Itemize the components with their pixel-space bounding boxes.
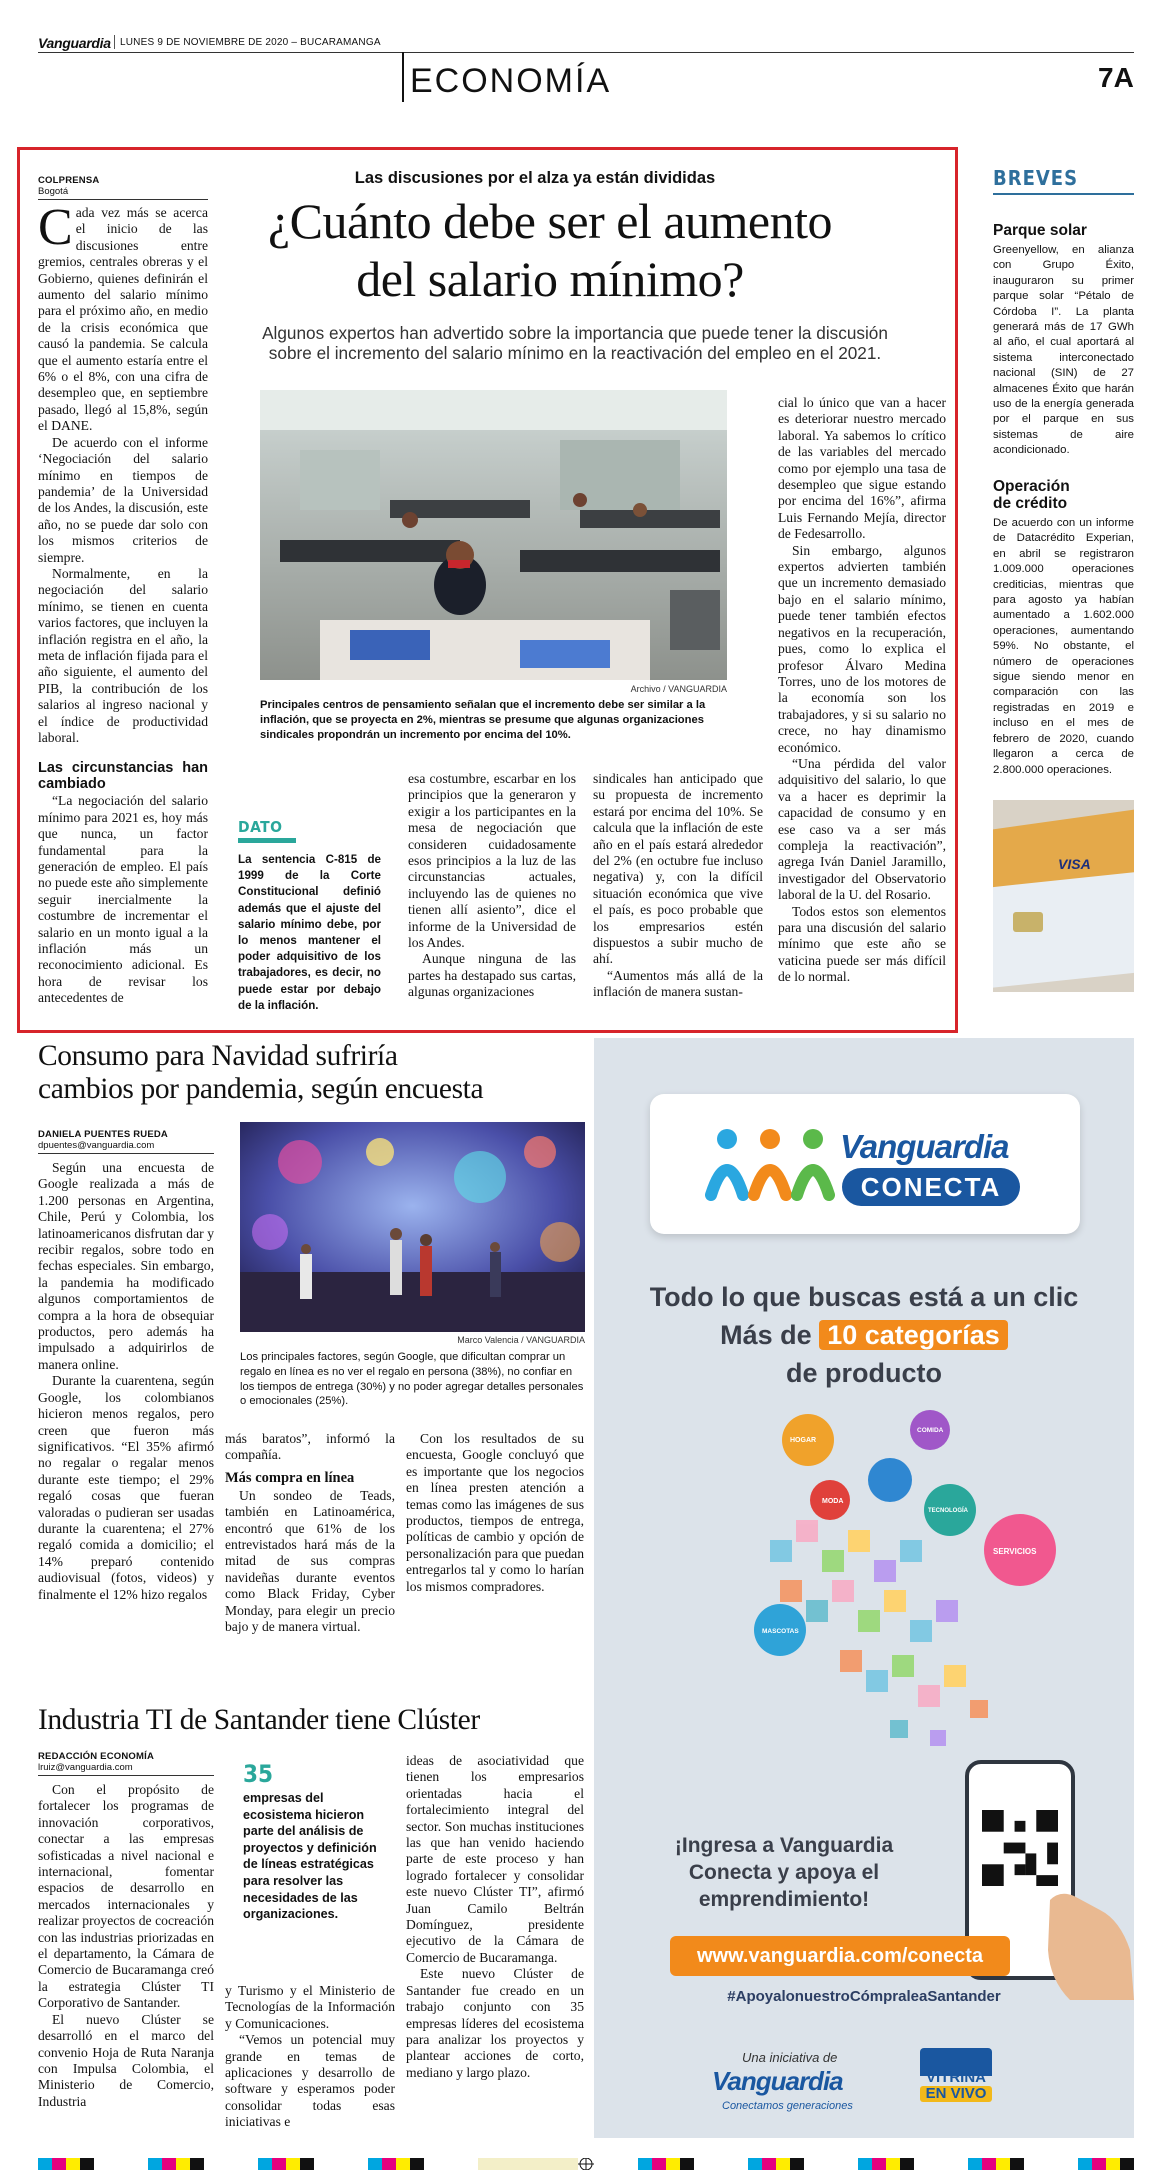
consumo-col3-p1: Con los resultados de su encuesta, Google concluyó que es importante que los negocios en línea presten atención a temas como las imágenes de sus productos, tiempos de entrega, políticas de cambio y opción de personalización para que puedan entregarlos tal y como lo harían los mismos compradores.: [406, 1431, 584, 1594]
main-col-1: [38, 205, 208, 1018]
main-byline: [38, 175, 99, 197]
ad-line1: Todo lo que buscas está a un clic: [649, 1282, 1079, 1312]
ad-hand-icon: [1040, 1870, 1134, 2000]
section-divider: [402, 52, 404, 102]
consumo-photo-credit: Marco Valencia / VANGUARDIA: [457, 1335, 585, 1345]
industria-col2-p1: y Turismo y el Ministerio de Tecnologías de la Información y Comunicaciones.: [225, 1983, 395, 2031]
main-col4-p2: “Aumentos más allá de la inflación de manera sustan-: [593, 967, 763, 1000]
consumo-col-1: [38, 1160, 214, 1603]
consumo-photo-caption: Los principales factores, según Google, que dificultan comprar un regalo en línea es no ver el regalo en persona (38%), no confiar en los tiempos de entrega (30%) y no poder agregar detalles personales o emocionales (25%).: [240, 1351, 584, 1408]
consumo-byline-email: dpuentes@vanguardia.com: [38, 1140, 155, 1151]
masthead-brand: Vanguardia: [38, 35, 111, 51]
dato-label: DATO: [238, 818, 283, 836]
consumo-col2-p1: más baratos”, informó la compañía.: [225, 1431, 395, 1463]
main-col-3: [408, 771, 576, 1001]
breves-item2-title-line2: de crédito: [993, 495, 1068, 512]
ad-bubble-mascotas: MASCOTAS: [762, 1628, 799, 1635]
ad-cube-art: [740, 1400, 1060, 1770]
consumo-col-2: [225, 1431, 395, 1635]
ad-logo-brand: Vanguardia: [840, 1128, 1009, 1165]
main-col4-p1: sindicales han anticipado que su propuesta de incremento estará por encima del 10%. Se calcula que la inflación de este año en el país estará alrededor del 2% (en octubre fue incluso negativa) y, con la difícil situación económica que vive el país, es poco probable que los empresarios estén dispuestos a subir mucho de ahí.: [593, 771, 763, 967]
photo-christmas-market: [240, 1122, 585, 1332]
ad-line3: de producto: [786, 1358, 942, 1388]
ad-bubble-comida: COMIDA: [917, 1427, 944, 1434]
main-subhead: Las circunstancias han cambiado: [38, 760, 208, 793]
industria-col3-p1: ideas de asociatividad que tienen los empresarios orientadas hacia el fortalecimiento integral del sector. Son muchas instituciones las que han venido haciendo parte de este proceso y han logrado fortalecer y consolidar este nuevo Clúster TI”, afirmó Juan Camilo Beltrán Domínguez, presidente ejecutivo de la Cámara de Comercio de Bucaramanga.: [406, 1753, 584, 1965]
masthead-divider: [114, 35, 115, 49]
consumo-headline-line2: cambios por pandemia, según encuesta: [38, 1073, 484, 1105]
ad-vitrina-logo: [920, 2070, 992, 2102]
ad-cta: [594, 1832, 974, 1913]
section-title: ECONOMÍA: [410, 62, 612, 100]
industria-byline-email: lruiz@vanguardia.com: [38, 1762, 133, 1773]
stat-number: 35: [243, 1760, 274, 1788]
byline-rule: [38, 199, 208, 200]
industria-byline-rule: [38, 1775, 214, 1776]
main-byline-city: Bogotá: [38, 186, 69, 197]
ad-cta-line2: Conecta y apoya el: [688, 1861, 880, 1884]
main-photo-caption: Principales centros de pensamiento señalan que el incremento debe ser similar a la inflación, que se proyecta en 2%, mientras se presume que algunas organizaciones sindicales propondrán un incremento por encima del 10%.: [260, 699, 706, 741]
main-col-4: [593, 771, 763, 1001]
industria-col2-p2: “Vemos un potencial muy grande en temas de aplicaciones y desarrollo de software y esperamos poder consolidar todas esas iniciativas e: [225, 2032, 395, 2130]
ad-line2: [594, 1320, 1134, 1351]
ad-bubble-servicios: SERVICIOS: [993, 1547, 1037, 1556]
main-col3-p1: esa costumbre, escarbar en los principios que la generaron y exigir a los participantes en la mesa de negociación que consideren cuidadosamente esos principios a la luz de las circunstancias actuales, incluyendo las de quienes no tienen allí asiento”, dice el informe de la Universidad de los Andes.: [408, 771, 576, 951]
main-deck: Algunos expertos han advertido sobre la importancia que puede tener la discusión sobre el incremento del salario mínimo en la reactivación del empleo en el 2021.: [262, 323, 888, 363]
industria-col-1: [38, 1782, 214, 2110]
main-headline: [210, 192, 890, 308]
ad-people-logo-icon: [705, 1125, 835, 1205]
consumo-col2-p2: Un sondeo de Teads, también en Latinoamérica, encontró que 61% de los entrevistados hará más de la mitad de sus compras navideñas durante eventos como Black Friday, Cyber Monday, para elegir un precio bajo y de manera virtual.: [225, 1487, 395, 1635]
industria-col1-p2: El nuevo Clúster se desarrolló en el marco del convenio Hoja de Ruta Naranja con Impulsa Colombia, el Ministerio de Comercio, Industria: [38, 2011, 214, 2109]
dato-rule: [238, 838, 296, 843]
industria-headline: Industria TI de Santander tiene Clúster: [38, 1704, 480, 1736]
main-col5-p4: Todos estos son elementos para una discusión del salario mínimo que este año se vaticina puede ser más difícil de lo normal.: [778, 903, 946, 985]
industria-col-3: [406, 1753, 584, 2081]
ad-bubble-tecnologia: TECNOLOGÍA: [928, 1508, 968, 1514]
ad-footer-pre: Una iniciativa de: [742, 2050, 838, 2065]
stat-text: empresas del ecosistema hicieron parte del análisis de proyectos y definición de líneas estratégicas para resolver las necesidades de las organizaciones.: [243, 1791, 377, 1922]
main-col1-p2: De acuerdo con el informe ‘Negociación del salario mínimo en tiempos de pandemia’ de la Universidad de los Andes, la discusión, este año, no se puede dar solo con los mismos criterios de siempre.: [38, 434, 208, 565]
consumo-headline-line1: Consumo para Navidad sufriría: [38, 1040, 398, 1072]
main-col5-p1: cial lo único que van a hacer es deteriorar nuestro mercado laboral. Ya sabemos lo crítico de las variables del mercado como por ejemplo una tasa de desempleo que sigue estando por encima del 16%”, afirma Luis Fernando Mejía, director de Fedesarrollo.: [778, 395, 946, 542]
breves-item1-title: Parque solar: [993, 222, 1087, 239]
masthead-rule: [38, 52, 1134, 53]
industria-col-2: [225, 1983, 395, 2131]
consumo-headline: [38, 1040, 598, 1106]
industria-byline: [38, 1751, 154, 1773]
ad-cta-line1: ¡Ingresa a Vanguardia: [674, 1834, 894, 1857]
photo-sewing-workshop: [260, 390, 727, 680]
ad-logo-sub: CONECTA: [842, 1168, 1020, 1206]
breves-item2-text: De acuerdo con un informe de Datacrédito Experian, en abril se registraron 1.009.000 operaciones crediticias, mientras que para agosto ya habían aumentado a 1.602.000 operaciones, aumentando 59%. No obstante, el número de operaciones sigue siendo menor en comparación con las registradas en 2019 e incluso en el mes de febrero de 2020, cuando llegaron a cerca de 2.800.000 operaciones.: [993, 517, 1134, 776]
breves-item1-text: Greenyellow, en alianza con Grupo Éxito, inauguraron su primer parque solar “Pétalo de Córdoba I”. La planta generará más de 17 GWh al año, el cual aportará al sistema interconectado nacional (SIN) de 27 almacenes Éxito que harán uso de la energía generada por el parque en sus sistemas de aire acondicionado.: [993, 244, 1134, 457]
main-col5-p2: Sin embargo, algunos expertos advierten también que un incremento demasiado bajo en el salario mínimo, puede tener también efectos negativos en la recuperación, pues, como lo explica el profesor Álvaro Medina Torres, uno de los motores de la economía son los trabajadores, y si su salario no crece, no hay dinamismo económico.: [778, 542, 946, 755]
dropcap: C: [38, 205, 73, 256]
ad-line2-badge: 10 categorías: [819, 1320, 1008, 1350]
consumo-col1-p2: Durante la cuarentena, según Google, los colombianos hicieron menos regalos, pero creen que fueron más significativos. “El 35% afirmó no regalar o regalar menos durante este tiempo; el 29% regaló cosas que fueran valoradas o pudieran ser usadas durante la cuarentena; el 27% regaló comida a domicilio; el 14% preparó contenido audiovisual (fotos, videos) y finalmente el 12% hizo regalos: [38, 1373, 214, 1602]
main-col-5: [778, 395, 946, 986]
ad-hashtag: #ApoyalonuestroCómpraleaSantander: [727, 1988, 1001, 2005]
page-number: 7A: [1098, 62, 1134, 93]
main-headline-line1: ¿Cuánto debe ser el aumento: [267, 193, 833, 249]
consumo-byline-name: DANIELA PUENTES RUEDA: [38, 1129, 168, 1140]
dato-text: La sentencia C-815 de 1999 de la Corte Constitucional definió además que el ajuste del salario mínimo debe, por lo menos mantener el poder adquisitivo de los trabajadores, es decir, no puede estar por debajo de la inflación.: [238, 853, 381, 1012]
ad-vitrina-line2: EN VIVO: [920, 2086, 992, 2102]
ad-cta-line3: emprendimiento!: [698, 1888, 870, 1911]
ad-url-button[interactable]: www.vanguardia.com/conecta: [670, 1936, 1010, 1976]
main-col1-p3: Normalmente, en la negociación del salario mínimo, se tienen en cuenta varios factores, que incluyen la inflación registra en el año, la meta de inflación fijada para el año siguiente, el aumento del PIB, la contribución de los salarios al ingreso nacional y el índice de productividad laboral.: [38, 565, 208, 745]
masthead-dateline: LUNES 9 DE NOVIEMBRE DE 2020 – BUCARAMANGA: [120, 37, 381, 48]
main-photo-credit: Archivo / VANGUARDIA: [630, 684, 727, 694]
breves-item2-title: [993, 478, 1070, 512]
ad-bubble-hogar: HOGAR: [790, 1437, 817, 1444]
consumo-col-3: [406, 1431, 584, 1595]
main-col5-p3: “Una pérdida del valor adquisitivo del salario, lo que va a hacer es deprimir la capacidad de consumo y en ese caso va a ser más compleja la reactivación”, agrega Iván Daniel Jaramillo, investigador del Observatorio laboral de la U. del Rosario.: [778, 755, 946, 903]
main-kicker: Las discusiones por el alza ya están divididas: [354, 169, 716, 187]
breves-rule: [993, 193, 1134, 195]
card-visa-logo: VISA: [1058, 856, 1091, 872]
ad-footer-brand: Vanguardia: [712, 2066, 843, 2096]
ad-footer-tag: Conectamos generaciones: [722, 2100, 853, 2112]
consumo-byline: [38, 1129, 168, 1151]
registration-bars: [38, 2158, 1134, 2170]
ad-line2-pre: Más de: [720, 1320, 812, 1350]
industria-byline-name: REDACCIÓN ECONOMÍA: [38, 1751, 155, 1762]
consumo-subhead: Más compra en línea: [225, 1469, 355, 1486]
main-col1-p4: “La negociación del salario mínimo para 2021 es, hoy más que nunca, un factor fundamental para la generación de empleo. El país no puede este año simplemente seguir inercialmente la costumbre de incrementar el salario en un monto igual a la inflación más un reconocimiento adicional. Es hora de revisar los antecedentes de: [38, 793, 208, 1006]
industria-col1-p1: Con el propósito de fortalecer los programas de innovación corporativos, conectar a las empresas sofisticadas a nivel nacional e internacional, fomentar espacios de desarrollo en mercados internacionales y realizar proyectos de cocreación con las industrias priorizadas en el departamento, la Cámara de Comercio de Bucaramanga creó la estrategia Clúster TI Corporativo de Santander.: [38, 1782, 214, 2011]
ad-bubble-moda: MODA: [822, 1498, 844, 1505]
ad-vitrina-line1: VITRINA: [926, 2069, 986, 2086]
credit-card-photo: [993, 800, 1134, 992]
main-headline-line2: del salario mínimo?: [356, 251, 744, 307]
main-col3-p2: Aunque ninguna de las partes ha destapado sus cartas, algunas organizaciones: [408, 951, 576, 1000]
consumo-byline-rule: [38, 1153, 214, 1154]
industria-col3-p2: Este nuevo Clúster de Santander fue creado en un trabajo conjunto con 35 empresas líderes del ecosistema para analizar los proyectos y plantear acciones de corto, mediano y largo plazo.: [406, 1966, 584, 2080]
main-byline-source: COLPRENSA: [38, 175, 100, 186]
consumo-col1-p1: Según una encuesta de Google realizada a más de 1.200 personas en Argentina, Chile, Perú y Colombia, los latinoamericanos disfrutan dar y recibir regalos, sobre todo en fechas especiales. Sin embargo, la pandemia ha modificado algunos comportamientos de compra a la hora de obsequiar productos, pero además ha impulsado a adquirirlos de manera online.: [38, 1160, 214, 1372]
breves-item2-title-line1: Operación: [993, 478, 1070, 495]
main-col1-p1: ada vez más se acerca el inicio de las discusiones entre gremios, centrales obreras y el Gobierno, quienes definirán el aumento del salario mínimo para el próximo año, en medio de la crisis económica que causó la pandemia. Se calcula que el aumento estaría entre el 6% o el 8%, con una cifra de desempleo que, en septiembre pasado, llegó al 15,8%, según el DANE.: [38, 205, 208, 434]
breves-label: BREVES: [993, 166, 1079, 190]
